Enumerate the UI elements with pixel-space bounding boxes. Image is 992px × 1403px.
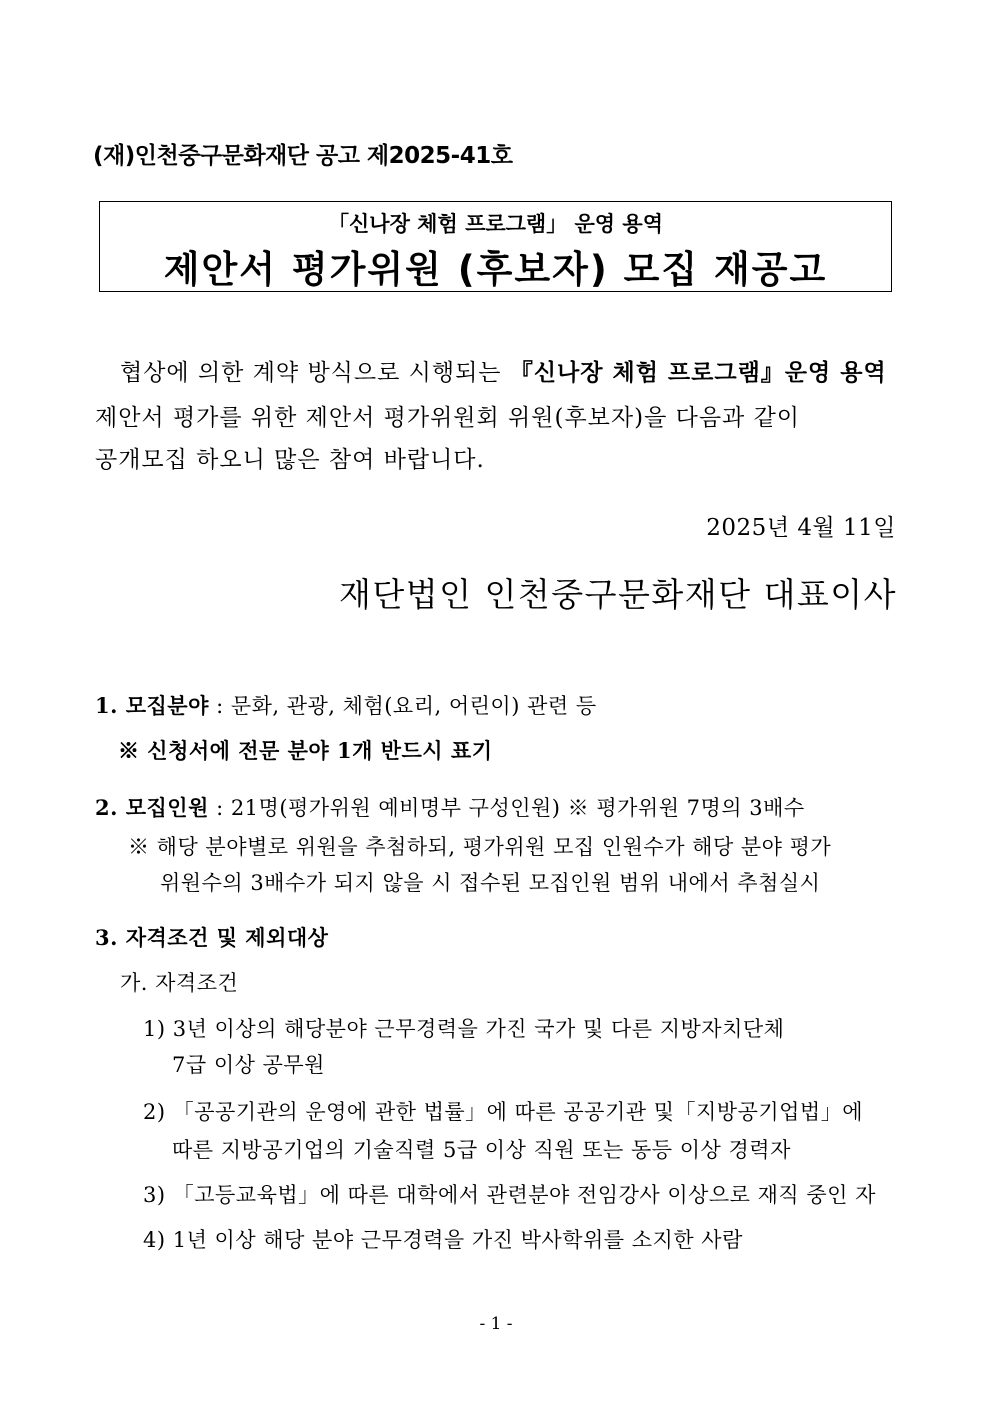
section-1-label: 1. 모집분야	[95, 693, 209, 718]
section-2-count	[95, 792, 805, 822]
section-3-subheading: 가. 자격조건	[120, 971, 239, 995]
qualification-4: 4) 1년 이상 해당 분야 근무경력을 가진 박사학위를 소지한 사람	[143, 1228, 743, 1252]
page-number: - 1 -	[479, 1314, 513, 1334]
title-main: 제안서 평가위원 (후보자) 모집 재공고	[163, 248, 828, 291]
section-1-text: : 문화, 관광, 체험(요리, 어린이) 관련 등	[208, 694, 597, 718]
qualification-3: 3) 「고등교육법」에 따른 대학에서 관련분야 전임강사 이상으로 재직 중인 자	[143, 1183, 876, 1207]
qualification-1-line-2: 7급 이상 공무원	[172, 1053, 325, 1077]
section-1-field	[95, 690, 597, 720]
notice-date: 2025년 4월 11일	[706, 515, 896, 541]
title-subtitle: 「신나장 체험 프로그램」 운영 용역	[328, 212, 663, 236]
intro-program-name: 『신나장 체험 프로그램』운영 용역	[509, 359, 887, 386]
qualification-1-line-1: 1) 3년 이상의 해당분야 근무경력을 가진 국가 및 다른 지방자치단체	[143, 1017, 785, 1041]
section-2-text: : 21명(평가위원 예비명부 구성인원) ※ 평가위원 7명의 3배수	[208, 796, 805, 820]
notice-number: (재)인천중구문화재단 공고 제2025-41호	[93, 143, 513, 169]
section-1-note: ※ 신청서에 전문 분야 1개 반드시 표기	[118, 738, 493, 763]
section-2-label: 2. 모집인원	[95, 795, 209, 820]
intro-line-1-text: 협상에 의한 계약 방식으로 시행되는	[120, 360, 510, 386]
section-3-label: 3. 자격조건 및 제외대상	[95, 925, 329, 950]
qualification-2-line-2: 따른 지방공기업의 기술직렬 5급 이상 직원 또는 동등 이상 경력자	[172, 1138, 791, 1162]
intro-line-1	[120, 354, 887, 387]
qualification-2-line-1: 2) 「공공기관의 운영에 관한 법률」에 따른 공공기관 및「지방공기업법」에	[143, 1100, 864, 1124]
section-2-note-line-1: ※ 해당 분야별로 위원을 추첨하되, 평가위원 모집 인원수가 해당 분야 평가	[128, 835, 832, 859]
title-box	[99, 201, 892, 292]
intro-line-2: 제안서 평가를 위한 제안서 평가위원회 위원(후보자)을 다음과 같이	[95, 405, 801, 431]
issuer: 재단법인 인천중구문화재단 대표이사	[338, 575, 897, 614]
intro-line-3: 공개모집 하오니 많은 참여 바랍니다.	[95, 447, 485, 473]
section-2-note-line-2: 위원수의 3배수가 되지 않을 시 접수된 모집인원 범위 내에서 추첨실시	[160, 871, 821, 895]
